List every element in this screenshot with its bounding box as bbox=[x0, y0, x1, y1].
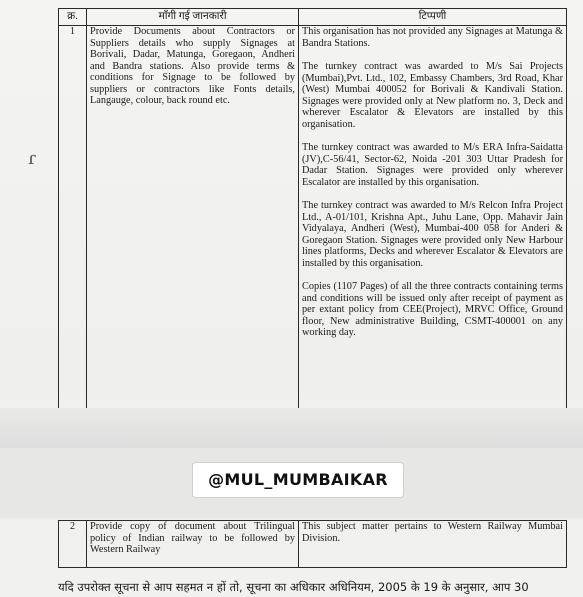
table-header-row bbox=[59, 9, 567, 26]
header-info-sought: माँगी गई जानकारी bbox=[87, 9, 299, 26]
remark-paragraph: The turnkey contract was awarded to M/s Sai Projects (Mumbai),Pvt. Ltd., 102, Embassy Chambers, 3rd Road, Khar (West) Mumbai 400052 for Borivali & Kandivali Station. Signages were provided only at New platform no. 3, Deck and wherever Escalator & Elevators are installed by this organisation. bbox=[302, 61, 563, 130]
row-request-text: Provide Documents about Contractors or Suppliers details who supply Signages at Borivali, Dadar, Matunga, Goregaon, Andheri and Bandra stations. Also provide terms & conditions for Signage to be followed by suppliers or contractors like Fonts details, Langauge, colour, back round etc. bbox=[87, 26, 299, 414]
table-row bbox=[59, 26, 567, 414]
table-row bbox=[59, 521, 567, 568]
row-serial: 2 bbox=[59, 521, 87, 568]
page-fold-shadow bbox=[0, 408, 583, 448]
remark-paragraph: Copies (1107 Pages) of all the three contracts containing terms and conditions will be issued only after receipt of payment as per extant policy from CEE(Project), MRVC Office, Ground floor, New administrative Building, CSMT-400001 on any working day. bbox=[302, 281, 563, 338]
row-remarks: This subject matter pertains to Western Railway Mumbai Division. bbox=[299, 521, 567, 568]
remark-paragraph: This organisation has not provided any Signages at Matunga & Bandra Stations. bbox=[302, 26, 563, 49]
handwritten-margin-mark: ɾ bbox=[28, 148, 37, 169]
row-request-text: Provide copy of document about Trilingual policy of Indian railway to be followed by Western Railway bbox=[87, 521, 299, 568]
header-serial: क्र. bbox=[59, 9, 87, 26]
rti-response-table bbox=[58, 8, 567, 414]
remark-paragraph: The turnkey contract was awarded to M/s Relcon Infra Project Ltd., A-01/101, Krishna Apt., Juhu Lane, Opp. Mahavir Jain Vidyalaya, Andheri (West), Mumbai-400 058 for Anderi & Goregaon Station. Signages were provided only New Harbour lines platforms, Decks and wherever Escalator & Elevators are installed by this organisation. bbox=[302, 200, 563, 269]
header-remarks: टिप्पणी bbox=[299, 9, 567, 26]
watermark-label: @MUL_MUMBAIKAR bbox=[193, 463, 403, 497]
row-remarks bbox=[299, 26, 567, 414]
rti-response-table-continued bbox=[58, 520, 567, 568]
footer-hindi-note: यदि उपरोक्त सूचना से आप सहमत न हों तो, सूचना का अधिकार अधिनियम, 2005 के 19 के अनुसार, आप 30 bbox=[58, 580, 529, 594]
remark-paragraph: The turnkey contract was awarded to M/s ERA Infra-Saidatta (JV),C-56/41, Sector-62, Noida -201 303 Uttar Pradesh for Dadar Station. Signages were provided only wherever Escalator are installed by this organisation. bbox=[302, 142, 563, 188]
row-serial: 1 bbox=[59, 26, 87, 414]
